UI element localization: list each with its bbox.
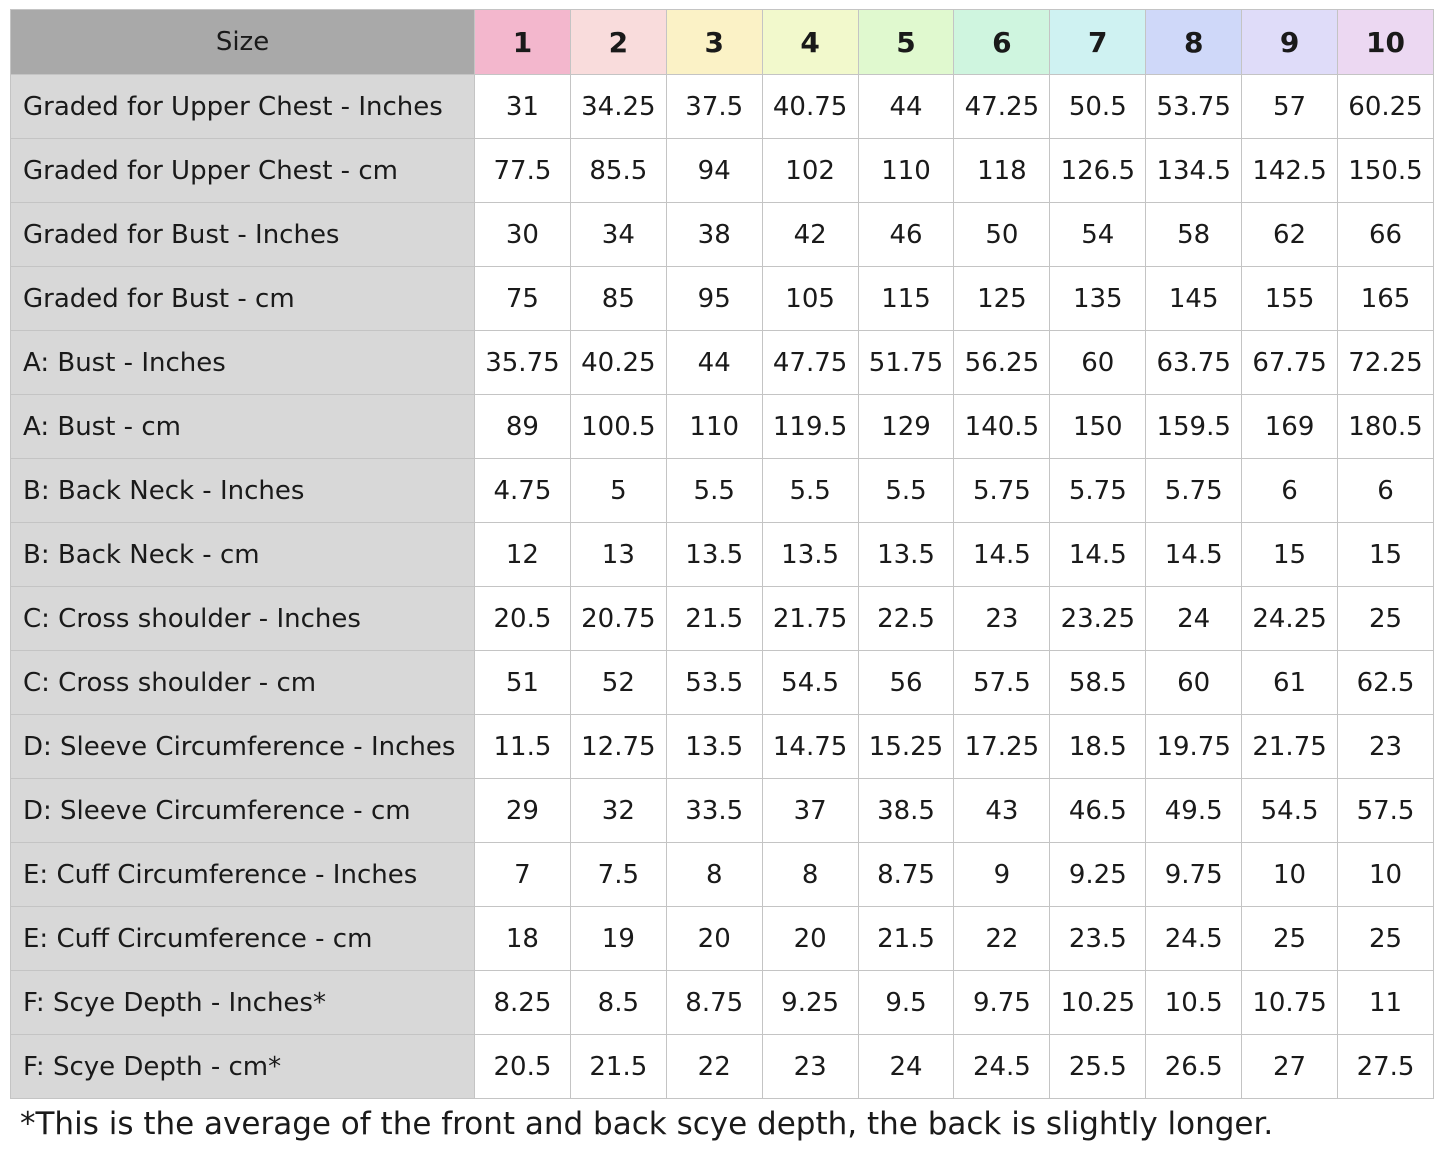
measurement-value: 6 xyxy=(1242,459,1338,523)
measurement-value: 9.75 xyxy=(1146,843,1242,907)
measurement-label: E: Cuff Circumference - Inches xyxy=(11,843,475,907)
table-row xyxy=(11,587,1434,651)
measurement-value: 47.75 xyxy=(762,331,858,395)
measurement-label: A: Bust - Inches xyxy=(11,331,475,395)
measurement-value: 5.5 xyxy=(666,459,762,523)
table-row xyxy=(11,843,1434,907)
table-row xyxy=(11,459,1434,523)
measurement-value: 20.5 xyxy=(475,587,571,651)
measurement-value: 23 xyxy=(954,587,1050,651)
measurement-value: 13.5 xyxy=(666,715,762,779)
measurement-value: 135 xyxy=(1050,267,1146,331)
table-row xyxy=(11,971,1434,1035)
measurement-value: 5.5 xyxy=(762,459,858,523)
measurement-value: 15.25 xyxy=(858,715,954,779)
measurement-label: C: Cross shoulder - cm xyxy=(11,651,475,715)
measurement-value: 77.5 xyxy=(475,139,571,203)
measurement-value: 25 xyxy=(1242,907,1338,971)
size-column-header: 4 xyxy=(762,10,858,75)
measurement-value: 118 xyxy=(954,139,1050,203)
measurement-value: 145 xyxy=(1146,267,1242,331)
measurement-value: 9.25 xyxy=(1050,843,1146,907)
size-column-header: 7 xyxy=(1050,10,1146,75)
measurement-value: 24.5 xyxy=(1146,907,1242,971)
measurement-value: 23.25 xyxy=(1050,587,1146,651)
measurement-value: 94 xyxy=(666,139,762,203)
measurement-value: 140.5 xyxy=(954,395,1050,459)
measurement-value: 115 xyxy=(858,267,954,331)
measurement-label: B: Back Neck - Inches xyxy=(11,459,475,523)
table-row xyxy=(11,1035,1434,1099)
measurement-value: 102 xyxy=(762,139,858,203)
measurement-value: 8.75 xyxy=(858,843,954,907)
measurement-value: 19.75 xyxy=(1146,715,1242,779)
measurement-value: 54 xyxy=(1050,203,1146,267)
measurement-label: Graded for Upper Chest - Inches xyxy=(11,75,475,139)
size-header-label: Size xyxy=(11,10,475,75)
measurement-value: 54.5 xyxy=(1242,779,1338,843)
measurement-value: 11 xyxy=(1338,971,1434,1035)
measurement-value: 10 xyxy=(1338,843,1434,907)
measurement-value: 21.5 xyxy=(666,587,762,651)
measurement-value: 52 xyxy=(570,651,666,715)
measurement-value: 24.5 xyxy=(954,1035,1050,1099)
measurement-value: 58.5 xyxy=(1050,651,1146,715)
measurement-value: 30 xyxy=(475,203,571,267)
measurement-value: 24 xyxy=(1146,587,1242,651)
measurement-value: 21.75 xyxy=(762,587,858,651)
measurement-value: 62 xyxy=(1242,203,1338,267)
measurement-value: 159.5 xyxy=(1146,395,1242,459)
measurement-value: 150 xyxy=(1050,395,1146,459)
measurement-value: 33.5 xyxy=(666,779,762,843)
size-chart-table xyxy=(10,9,1434,1099)
measurement-value: 25 xyxy=(1338,907,1434,971)
measurement-value: 142.5 xyxy=(1242,139,1338,203)
measurement-value: 58 xyxy=(1146,203,1242,267)
measurement-value: 46.5 xyxy=(1050,779,1146,843)
measurement-value: 43 xyxy=(954,779,1050,843)
measurement-value: 60 xyxy=(1050,331,1146,395)
measurement-value: 51 xyxy=(475,651,571,715)
measurement-value: 14.5 xyxy=(954,523,1050,587)
measurement-value: 14.5 xyxy=(1146,523,1242,587)
measurement-value: 47.25 xyxy=(954,75,1050,139)
measurement-value: 56.25 xyxy=(954,331,1050,395)
measurement-value: 25.5 xyxy=(1050,1035,1146,1099)
measurement-value: 20.75 xyxy=(570,587,666,651)
measurement-value: 9.25 xyxy=(762,971,858,1035)
table-row xyxy=(11,523,1434,587)
measurement-value: 5.75 xyxy=(954,459,1050,523)
measurement-value: 105 xyxy=(762,267,858,331)
measurement-value: 75 xyxy=(475,267,571,331)
measurement-value: 150.5 xyxy=(1338,139,1434,203)
measurement-value: 44 xyxy=(666,331,762,395)
measurement-value: 27 xyxy=(1242,1035,1338,1099)
measurement-value: 23 xyxy=(1338,715,1434,779)
measurement-value: 38.5 xyxy=(858,779,954,843)
measurement-value: 95 xyxy=(666,267,762,331)
measurement-value: 14.75 xyxy=(762,715,858,779)
measurement-label: Graded for Bust - Inches xyxy=(11,203,475,267)
measurement-value: 53.75 xyxy=(1146,75,1242,139)
measurement-value: 13.5 xyxy=(762,523,858,587)
measurement-value: 61 xyxy=(1242,651,1338,715)
measurement-value: 34 xyxy=(570,203,666,267)
measurement-value: 11.5 xyxy=(475,715,571,779)
measurement-value: 62.5 xyxy=(1338,651,1434,715)
measurement-value: 4.75 xyxy=(475,459,571,523)
measurement-value: 21.75 xyxy=(1242,715,1338,779)
measurement-value: 15 xyxy=(1338,523,1434,587)
measurement-value: 125 xyxy=(954,267,1050,331)
measurement-value: 66 xyxy=(1338,203,1434,267)
table-row xyxy=(11,715,1434,779)
measurement-value: 12.75 xyxy=(570,715,666,779)
measurement-value: 57 xyxy=(1242,75,1338,139)
measurement-value: 129 xyxy=(858,395,954,459)
measurement-value: 10 xyxy=(1242,843,1338,907)
measurement-label: B: Back Neck - cm xyxy=(11,523,475,587)
measurement-value: 57.5 xyxy=(954,651,1050,715)
measurement-label: Graded for Upper Chest - cm xyxy=(11,139,475,203)
size-column-header: 10 xyxy=(1338,10,1434,75)
measurement-value: 14.5 xyxy=(1050,523,1146,587)
measurement-value: 24 xyxy=(858,1035,954,1099)
size-column-header: 1 xyxy=(475,10,571,75)
measurement-value: 134.5 xyxy=(1146,139,1242,203)
measurement-value: 21.5 xyxy=(858,907,954,971)
measurement-value: 23 xyxy=(762,1035,858,1099)
table-row xyxy=(11,651,1434,715)
measurement-value: 67.75 xyxy=(1242,331,1338,395)
measurement-value: 7.5 xyxy=(570,843,666,907)
measurement-value: 50 xyxy=(954,203,1050,267)
measurement-value: 21.5 xyxy=(570,1035,666,1099)
measurement-value: 5.5 xyxy=(858,459,954,523)
measurement-value: 51.75 xyxy=(858,331,954,395)
measurement-value: 8.25 xyxy=(475,971,571,1035)
measurement-value: 5.75 xyxy=(1146,459,1242,523)
measurement-label: Graded for Bust - cm xyxy=(11,267,475,331)
measurement-value: 63.75 xyxy=(1146,331,1242,395)
measurement-value: 169 xyxy=(1242,395,1338,459)
measurement-value: 22 xyxy=(666,1035,762,1099)
measurement-value: 56 xyxy=(858,651,954,715)
measurement-value: 85.5 xyxy=(570,139,666,203)
table-row xyxy=(11,139,1434,203)
measurement-value: 155 xyxy=(1242,267,1338,331)
measurement-label: E: Cuff Circumference - cm xyxy=(11,907,475,971)
measurement-value: 23.5 xyxy=(1050,907,1146,971)
measurement-value: 54.5 xyxy=(762,651,858,715)
measurement-value: 49.5 xyxy=(1146,779,1242,843)
measurement-value: 22 xyxy=(954,907,1050,971)
size-column-header: 9 xyxy=(1242,10,1338,75)
table-row xyxy=(11,331,1434,395)
measurement-value: 180.5 xyxy=(1338,395,1434,459)
measurement-value: 13.5 xyxy=(666,523,762,587)
measurement-value: 110 xyxy=(666,395,762,459)
measurement-value: 119.5 xyxy=(762,395,858,459)
measurement-value: 126.5 xyxy=(1050,139,1146,203)
measurement-value: 26.5 xyxy=(1146,1035,1242,1099)
measurement-value: 5 xyxy=(570,459,666,523)
measurement-value: 57.5 xyxy=(1338,779,1434,843)
measurement-label: A: Bust - cm xyxy=(11,395,475,459)
measurement-value: 6 xyxy=(1338,459,1434,523)
measurement-value: 10.25 xyxy=(1050,971,1146,1035)
measurement-value: 37.5 xyxy=(666,75,762,139)
size-column-header: 3 xyxy=(666,10,762,75)
measurement-label: D: Sleeve Circumference - Inches xyxy=(11,715,475,779)
measurement-value: 5.75 xyxy=(1050,459,1146,523)
measurement-value: 53.5 xyxy=(666,651,762,715)
measurement-value: 60.25 xyxy=(1338,75,1434,139)
measurement-value: 42 xyxy=(762,203,858,267)
measurement-value: 19 xyxy=(570,907,666,971)
measurement-value: 17.25 xyxy=(954,715,1050,779)
measurement-value: 50.5 xyxy=(1050,75,1146,139)
measurement-value: 9.75 xyxy=(954,971,1050,1035)
size-column-header: 8 xyxy=(1146,10,1242,75)
measurement-value: 12 xyxy=(475,523,571,587)
measurement-value: 46 xyxy=(858,203,954,267)
measurement-value: 22.5 xyxy=(858,587,954,651)
measurement-value: 37 xyxy=(762,779,858,843)
measurement-label: F: Scye Depth - cm* xyxy=(11,1035,475,1099)
measurement-value: 10.75 xyxy=(1242,971,1338,1035)
measurement-value: 31 xyxy=(475,75,571,139)
measurement-value: 110 xyxy=(858,139,954,203)
size-column-header: 2 xyxy=(570,10,666,75)
measurement-value: 27.5 xyxy=(1338,1035,1434,1099)
measurement-value: 100.5 xyxy=(570,395,666,459)
measurement-value: 44 xyxy=(858,75,954,139)
table-row xyxy=(11,267,1434,331)
measurement-value: 165 xyxy=(1338,267,1434,331)
measurement-value: 72.25 xyxy=(1338,331,1434,395)
footnote: *This is the average of the front and back scye depth, the back is slightly longer. xyxy=(20,1106,1274,1142)
measurement-value: 8 xyxy=(666,843,762,907)
table-row xyxy=(11,203,1434,267)
measurement-value: 60 xyxy=(1146,651,1242,715)
measurement-value: 85 xyxy=(570,267,666,331)
measurement-value: 32 xyxy=(570,779,666,843)
measurement-value: 20.5 xyxy=(475,1035,571,1099)
measurement-label: C: Cross shoulder - Inches xyxy=(11,587,475,651)
table-row xyxy=(11,75,1434,139)
measurement-value: 38 xyxy=(666,203,762,267)
measurement-value: 89 xyxy=(475,395,571,459)
measurement-value: 8.75 xyxy=(666,971,762,1035)
measurement-value: 29 xyxy=(475,779,571,843)
measurement-value: 20 xyxy=(666,907,762,971)
measurement-value: 7 xyxy=(475,843,571,907)
table-row xyxy=(11,779,1434,843)
measurement-value: 13.5 xyxy=(858,523,954,587)
measurement-value: 8.5 xyxy=(570,971,666,1035)
measurement-value: 34.25 xyxy=(570,75,666,139)
table-row xyxy=(11,907,1434,971)
table-row xyxy=(11,395,1434,459)
measurement-value: 20 xyxy=(762,907,858,971)
measurement-label: F: Scye Depth - Inches* xyxy=(11,971,475,1035)
measurement-value: 35.75 xyxy=(475,331,571,395)
measurement-value: 8 xyxy=(762,843,858,907)
measurement-value: 18 xyxy=(475,907,571,971)
chart-body xyxy=(11,75,1434,1099)
measurement-value: 9 xyxy=(954,843,1050,907)
measurement-value: 40.75 xyxy=(762,75,858,139)
measurement-label: D: Sleeve Circumference - cm xyxy=(11,779,475,843)
header-row xyxy=(11,10,1434,75)
measurement-value: 15 xyxy=(1242,523,1338,587)
size-column-header: 5 xyxy=(858,10,954,75)
measurement-value: 40.25 xyxy=(570,331,666,395)
size-column-header: 6 xyxy=(954,10,1050,75)
measurement-value: 9.5 xyxy=(858,971,954,1035)
measurement-value: 24.25 xyxy=(1242,587,1338,651)
measurement-value: 10.5 xyxy=(1146,971,1242,1035)
measurement-value: 25 xyxy=(1338,587,1434,651)
measurement-value: 18.5 xyxy=(1050,715,1146,779)
measurement-value: 13 xyxy=(570,523,666,587)
